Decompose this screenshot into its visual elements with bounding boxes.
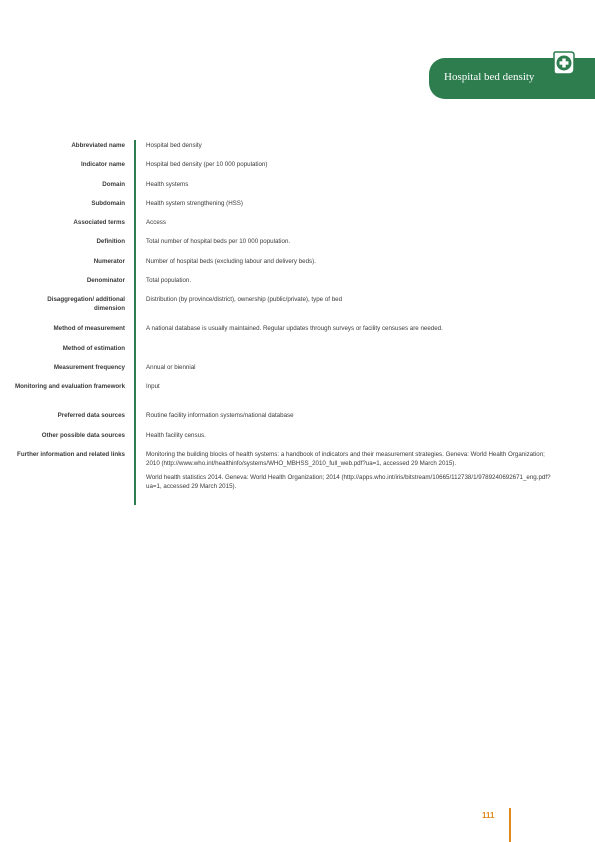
field-value: A national database is usually maintained. Regular updates through surveys or facility censuses are needed. bbox=[146, 325, 443, 332]
page-number: 111 bbox=[482, 811, 495, 820]
field-label: Preferred data sources bbox=[57, 412, 125, 419]
field-value: Access bbox=[146, 219, 166, 226]
field-value: Total number of hospital beds per 10 000 population. bbox=[146, 238, 291, 245]
field-label: Measurement frequency bbox=[53, 364, 125, 371]
field-label: Method of measurement bbox=[53, 325, 125, 332]
field-value: Routine facility information systems/national database bbox=[146, 412, 294, 419]
reference-link: Monitoring the building blocks of health systems: a handbook of indicators and their measurement strategies. Geneva: World Health Organization; 2010 (http://www.who.int/healthinfo/systems/WHO_MBHSS_2010_full_web.pdf?ua=1, accessed 29 March 2015). bbox=[146, 451, 545, 467]
page-title: Hospital bed density bbox=[444, 71, 535, 83]
field-value: Distribution (by province/district), ownership (public/private), type of bed bbox=[146, 296, 343, 303]
field-label: Numerator bbox=[93, 258, 125, 265]
page-number-rule bbox=[509, 808, 511, 842]
field-value: Health system strengthening (HSS) bbox=[146, 200, 243, 207]
field-label: Further information and related links bbox=[17, 451, 125, 458]
field-label: Indicator name bbox=[80, 161, 125, 168]
field-value bbox=[146, 450, 556, 496]
medical-cross-icon bbox=[552, 50, 576, 76]
field-value: Health facility census. bbox=[146, 432, 206, 439]
column-divider bbox=[134, 140, 136, 505]
field-label: Disaggregation/ additional dimension bbox=[47, 296, 125, 312]
field-value: Total population. bbox=[146, 277, 192, 284]
field-label: Associated terms bbox=[73, 219, 125, 226]
field-label: Other possible data sources bbox=[41, 432, 125, 439]
reference-link: World health statistics 2014. Geneva: World Health Organization; 2014 (http://apps.who.int/iris/bitstream/10665/112738/1/9789240692671_eng.pdf?ua=1, accessed 29 March 2015). bbox=[146, 474, 551, 490]
field-label: Domain bbox=[102, 181, 125, 188]
field-label: Denominator bbox=[86, 277, 125, 284]
field-label: Definition bbox=[96, 238, 125, 245]
field-label: Abbreviated name bbox=[71, 142, 125, 149]
field-value: Number of hospital beds (excluding labour and delivery beds). bbox=[146, 258, 316, 265]
field-value: Hospital bed density bbox=[146, 142, 202, 149]
field-label: Monitoring and evaluation framework bbox=[15, 383, 126, 390]
field-value: Input bbox=[146, 383, 160, 390]
field-value: Health systems bbox=[146, 181, 189, 188]
field-value: Annual or biennial bbox=[146, 364, 196, 371]
field-label: Subdomain bbox=[91, 200, 125, 207]
field-value: Hospital bed density (per 10 000 population) bbox=[146, 161, 268, 168]
field-label: Method of estimation bbox=[62, 345, 125, 352]
